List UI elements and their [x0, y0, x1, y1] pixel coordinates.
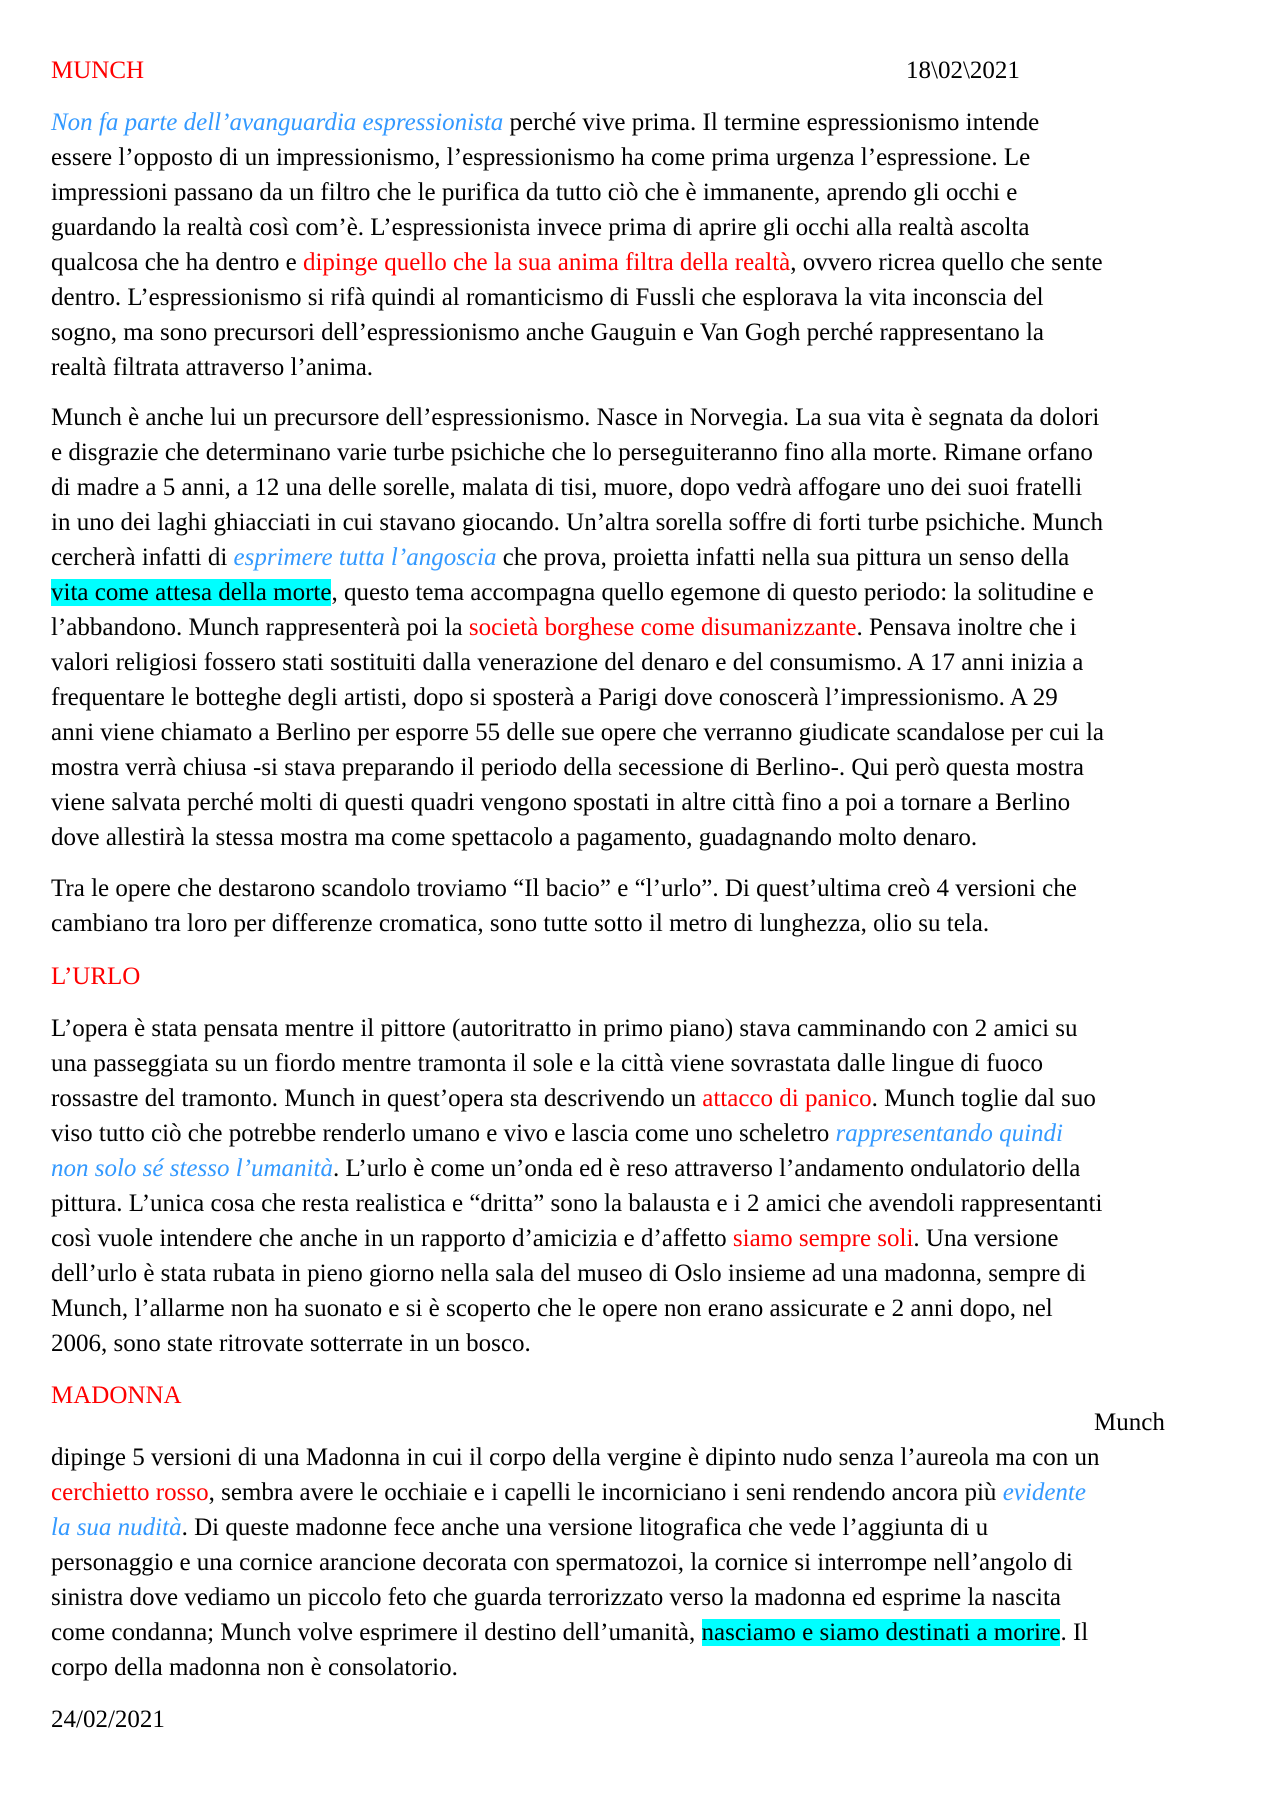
p2-line-5: cercherà infatti di esprimere tutta l’angoscia che prova, proietta infatti nella sua pittura un senso della: [51, 544, 1070, 571]
highlight: nasciamo e siamo destinati a morire: [701, 1619, 1061, 1646]
p2-line-11: mostra verrà chiusa -si stava preparando il periodo della secessione di Berlino-. Qui però questa mostra: [51, 754, 1085, 781]
p2-line-3: di madre a 5 anni, a 12 una delle sorelle, malata di tisi, muore, dopo vedrà affogare uno dei suoi fratelli: [51, 474, 1083, 501]
urlo-line-3: rossastre del tramonto. Munch in quest’opera sta descrivendo un attacco di panico. Munch toglie dal suo: [51, 1085, 1096, 1112]
p2-line-1: Munch è anche lui un precursore dell’espressionismo. Nasce in Norvegia. La sua vita è segnata da dolori: [51, 404, 1100, 431]
madonna-line-6: come condanna; Munch volve esprimere il destino dell’umanità, nasciamo e siamo destinati a morire. Il: [51, 1619, 1089, 1646]
emphasis-red: società borghese come disumanizzante: [468, 614, 857, 641]
urlo-line-1: L’opera è stata pensata mentre il pittore (autoritratto in primo piano) stava camminando con 2 amici su: [51, 1015, 1078, 1042]
emphasis-red: attacco di panico: [702, 1085, 872, 1112]
p2-line-2: e disgrazie che determinano varie turbe psichiche che lo perseguiteranno fino alla morte. Rimane orfano: [51, 439, 1093, 466]
emphasis-blue: esprimere tutta l’angoscia: [233, 544, 497, 571]
p1-line-7: sogno, ma sono precursori dell’espressionismo anche Gauguin e Van Gogh perché rappresentano la: [51, 319, 1045, 346]
emphasis-blue: non solo sé stesso l’umanità: [51, 1155, 333, 1182]
emphasis-red: siamo sempre soli: [732, 1225, 914, 1252]
p1-line-6: dentro. L’espressionismo si rifà quindi al romanticismo di Fussli che esplorava la vita inconscia del: [51, 284, 1044, 311]
urlo-line-10: 2006, sono state ritrovate sotterrate in un bosco.: [51, 1330, 531, 1357]
page-title: MUNCH: [51, 57, 145, 84]
p3-line-1: Tra le opere che destarono scandolo troviamo “Il bacio” e “l’urlo”. Di quest’ultima creò 4 versioni che: [51, 875, 1077, 902]
p1-line-2: essere l’opposto di un impressionismo, l’espressionismo ha come prima urgenza l’espressione. Le: [51, 144, 1031, 171]
madonna-line-5: sinistra dove vediamo un piccolo feto che guarda terrorizzato verso la madonna ed esprime la nascita: [51, 1584, 1062, 1611]
p3-line-2: cambiano tra loro per differenze cromatica, sono tutte sotto il metro di lunghezza, olio su tela.: [51, 910, 990, 937]
p1-line-8: realtà filtrata attraverso l’anima.: [51, 354, 374, 381]
p2-line-12: viene salvata perché molti di questi quadri vengono spostati in altre città fino a poi a tornare a Berlino: [51, 789, 1071, 816]
p1-line-4: guardando la realtà così com’è. L’espressionista invece prima di aprire gli occhi alla realtà ascolta: [51, 214, 1030, 241]
emphasis-blue: Non fa parte dell’avanguardia espressionista: [51, 109, 504, 136]
urlo-line-6: pittura. L’unica cosa che resta realistica e “dritta” sono la balausta e i 2 amici che avendoli rappresentanti: [51, 1190, 1103, 1217]
emphasis-blue: la sua nudità: [51, 1514, 182, 1541]
p2-line-13: dove allestirà la stessa mostra ma come spettacolo a pagamento, guadagnando molto denaro.: [51, 824, 978, 851]
p1-line-3: impressioni passano da un filtro che le purifica da tutto ciò che è immanente, aprendo gli occhi e: [51, 179, 1018, 206]
madonna-line-1: dipinge 5 versioni di una Madonna in cui il corpo della vergine è dipinto nudo senza l’aureola ma con un: [51, 1444, 1100, 1471]
emphasis-blue: evidente: [1002, 1479, 1086, 1506]
p2-line-6: vita come attesa della morte, questo tema accompagna quello egemone di questo periodo: la solitudine e: [51, 579, 1094, 606]
p2-line-10: anni viene chiamato a Berlino per esporre 55 delle sue opere che verranno giudicate scandalose per cui la: [51, 719, 1105, 746]
section-heading-madonna: MADONNA: [51, 1382, 182, 1409]
p1-line-5: qualcosa che ha dentro e dipinge quello che la sua anima filtra della realtà, ovvero ricrea quello che sente: [51, 249, 1103, 276]
urlo-line-4: viso tutto ciò che potrebbe renderlo umano e vivo e lascia come uno scheletro rappresentando quindi: [51, 1120, 1064, 1147]
urlo-line-7: così vuole intendere che anche in un rapporto d’amicizia e d’affetto siamo sempre soli. Una versione: [51, 1225, 1059, 1252]
p1-line-1: Non fa parte dell’avanguardia espressionista perché vive prima. Il termine espressionismo intende: [51, 109, 1040, 136]
madonna-line-7: corpo della madonna non è consolatorio.: [51, 1654, 458, 1681]
highlight: vita come attesa della morte: [51, 579, 332, 606]
urlo-line-5: non solo sé stesso l’umanità. L’urlo è come un’onda ed è reso attraverso l’andamento ondulatorio della: [51, 1155, 1081, 1182]
section-heading-urlo: L’URLO: [51, 963, 141, 990]
madonna-line-2: cerchietto rosso, sembra avere le occhiaie e i capelli le incorniciano i seni rendendo ancora più evidente: [51, 1479, 1086, 1506]
madonna-line-3: la sua nudità. Di queste madonne fece anche una versione litografica che vede l’aggiunta di u: [51, 1514, 989, 1541]
emphasis-blue: rappresentando quindi: [835, 1120, 1064, 1147]
header-date: 18\02\2021: [906, 57, 1020, 84]
madonna-line-4: personaggio e una cornice arancione decorata con spermatozoi, la cornice si interrompe nell’angolo di: [51, 1549, 1073, 1576]
madonna-line-0: Munch: [1094, 1409, 1165, 1436]
p2-line-8: valori religiosi fossero stati sostituiti dalla venerazione del denaro e del consumismo. A 17 anni inizia a: [51, 649, 1084, 676]
urlo-line-9: Munch, l’allarme non ha suonato e si è scoperto che le opere non erano assicurate e 2 anni dopo, nel: [51, 1295, 1053, 1322]
p2-line-4: in uno dei laghi ghiacciati in cui stavano giocando. Un’altra sorella soffre di forti turbe psichiche. Munch: [51, 509, 1104, 536]
footer-date: 24/02/2021: [51, 1706, 165, 1733]
p2-line-7: l’abbandono. Munch rappresenterà poi la società borghese come disumanizzante. Pensava inoltre che i: [51, 614, 1077, 641]
urlo-line-2: una passeggiata su un fiordo mentre tramonta il sole e la città viene sovrastata dalle lingue di fuoco: [51, 1050, 1044, 1077]
emphasis-red: cerchietto rosso: [51, 1479, 209, 1506]
p2-line-9: frequentare le botteghe degli artisti, dopo si sposterà a Parigi dove conoscerà l’impressionismo. A 29: [51, 684, 1058, 711]
urlo-line-8: dell’urlo è stata rubata in pieno giorno nella sala del museo di Oslo insieme ad una madonna, sempre di: [51, 1260, 1087, 1287]
emphasis-red: dipinge quello che la sua anima filtra della realtà: [302, 249, 791, 276]
